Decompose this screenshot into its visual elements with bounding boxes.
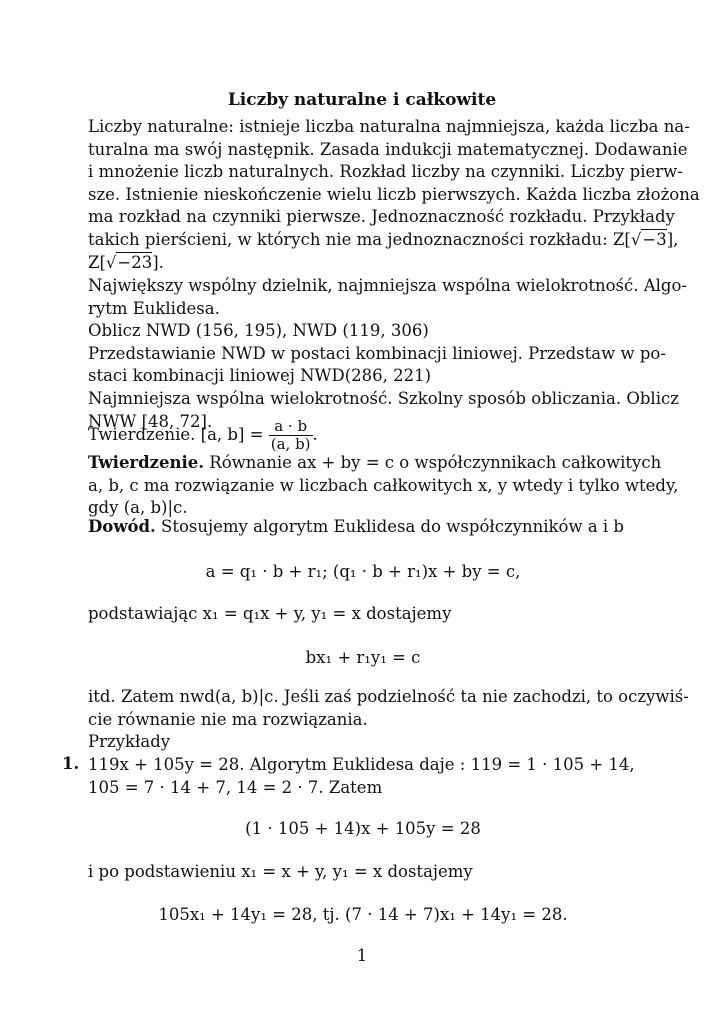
- text-fragment: Równanie ax + by = c o współczynnikach całkowitych: [204, 453, 662, 472]
- theorem-lcm-formula: [88, 418, 638, 453]
- text-line: ma rozkład na czynniki pierwsze. Jednoznaczność rozkładu. Przykłady: [88, 207, 675, 227]
- fraction-denominator: (a, b): [270, 435, 311, 453]
- paragraph-conclusion: [88, 686, 689, 731]
- text-line: 105 = 7 · 14 + 7, 14 = 2 · 7. Zatem: [88, 777, 383, 797]
- fraction-numerator: a · b: [269, 418, 313, 436]
- text-line: Najmniejsza wspólna wielokrotność. Szkolny sposób obliczania. Oblicz: [88, 388, 679, 408]
- text-line: itd. Zatem nwd(a, b)|c. Jeśli zaś podzielność ta nie zachodzi, to oczywiś-: [88, 687, 689, 706]
- text-line: a, b, c ma rozwiązanie w liczbach całkowitych x, y wtedy i tylko wtedy,: [88, 475, 679, 495]
- text-line: cie równanie nie ma rozwiązania.: [88, 709, 368, 729]
- text-line: Przykłady: [88, 732, 171, 751]
- substitution-line-1: [88, 603, 638, 626]
- text-line: 119x + 105y = 28. Algorytm Euklidesa daje : 119 = 1 · 105 + 14,: [88, 755, 635, 774]
- text-line: podstawiając x₁ = q₁x + y, y₁ = x dostajemy: [88, 604, 452, 623]
- text-line: Z[√−23].: [88, 252, 164, 272]
- text-line: [88, 516, 638, 539]
- theorem-label: Twierdzenie.: [88, 453, 205, 472]
- text-line: NWW [48, 72].: [88, 411, 213, 431]
- equation-example-step: (1 · 105 + 14)x + 105y = 28: [245, 819, 481, 838]
- text-line: i mnożenie liczb naturalnych. Rozkład liczby na czynniki. Liczby pierw-: [88, 162, 683, 182]
- equation-example-result: 105x₁ + 14y₁ = 28, tj. (7 · 14 + 7)x₁ + 14y₁ = 28.: [158, 905, 568, 924]
- theorem-label: Twierdzenie. [a, b] =: [88, 425, 264, 444]
- example-1: [88, 754, 638, 799]
- text-fragment: ].: [152, 252, 164, 272]
- text-line: gdy (a, b)|c.: [88, 498, 188, 518]
- sqrt-radicand: −23: [117, 252, 153, 272]
- substitution-line-2: [88, 861, 638, 884]
- text-fragment: Z[: [88, 252, 106, 272]
- proof-intro: [88, 516, 638, 539]
- equation-reduced: bx₁ + r₁y₁ = c: [305, 648, 421, 667]
- text-fragment: takich pierścieni, w których nie ma jednoznaczności rozkładu: Z[: [88, 229, 631, 249]
- text-line: rytm Euklidesa.: [88, 298, 220, 318]
- text-line: turalna ma swój następnik. Zasada indukcji matematycznej. Dodawanie: [88, 139, 688, 159]
- equation-euclid-step: a = q₁ · b + r₁; (q₁ · b + r₁)x + by = c,: [205, 562, 521, 581]
- proof-label: Dowód.: [88, 517, 156, 536]
- examples-heading: [88, 731, 638, 754]
- text-line: Przedstawianie NWD w postaci kombinacji liniowej. Przedstaw w po-: [88, 343, 666, 363]
- text-line: takich pierścieni, w których nie ma jednoznaczności rozkładu: Z[√−3],: [88, 229, 679, 249]
- text-line: sze. Istnienie nieskończenie wielu liczb pierwszych. Każda liczba złożona: [88, 184, 700, 204]
- text-line: i po podstawieniu x₁ = x + y, y₁ = x dostajemy: [88, 862, 473, 881]
- page-title: Liczby naturalne i całkowite: [227, 90, 497, 110]
- paragraph-gcd-lcm: [88, 275, 687, 433]
- fraction: [269, 418, 313, 453]
- text-line: Największy wspólny dzielnik, najmniejsza wspólna wielokrotność. Algo-: [88, 276, 687, 295]
- text-fragment: Stosujemy algorytm Euklidesa do współczynników a i b: [155, 517, 624, 536]
- paragraph-natural-numbers: [88, 116, 700, 274]
- text-fragment: .: [312, 425, 318, 444]
- text-line: Oblicz NWD (156, 195), NWD (119, 306): [88, 321, 429, 341]
- text-line: staci kombinacji liniowej NWD(286, 221): [88, 366, 432, 386]
- text-fragment: ],: [666, 229, 679, 249]
- text-line: [88, 452, 662, 475]
- example-number: 1.: [62, 754, 80, 773]
- sqrt-radicand: −3: [642, 229, 667, 249]
- page-number: 1: [356, 946, 368, 965]
- theorem-linear-equation: [88, 452, 679, 520]
- text-line: Liczby naturalne: istnieje liczba naturalna najmniejsza, każda liczba na-: [88, 117, 690, 136]
